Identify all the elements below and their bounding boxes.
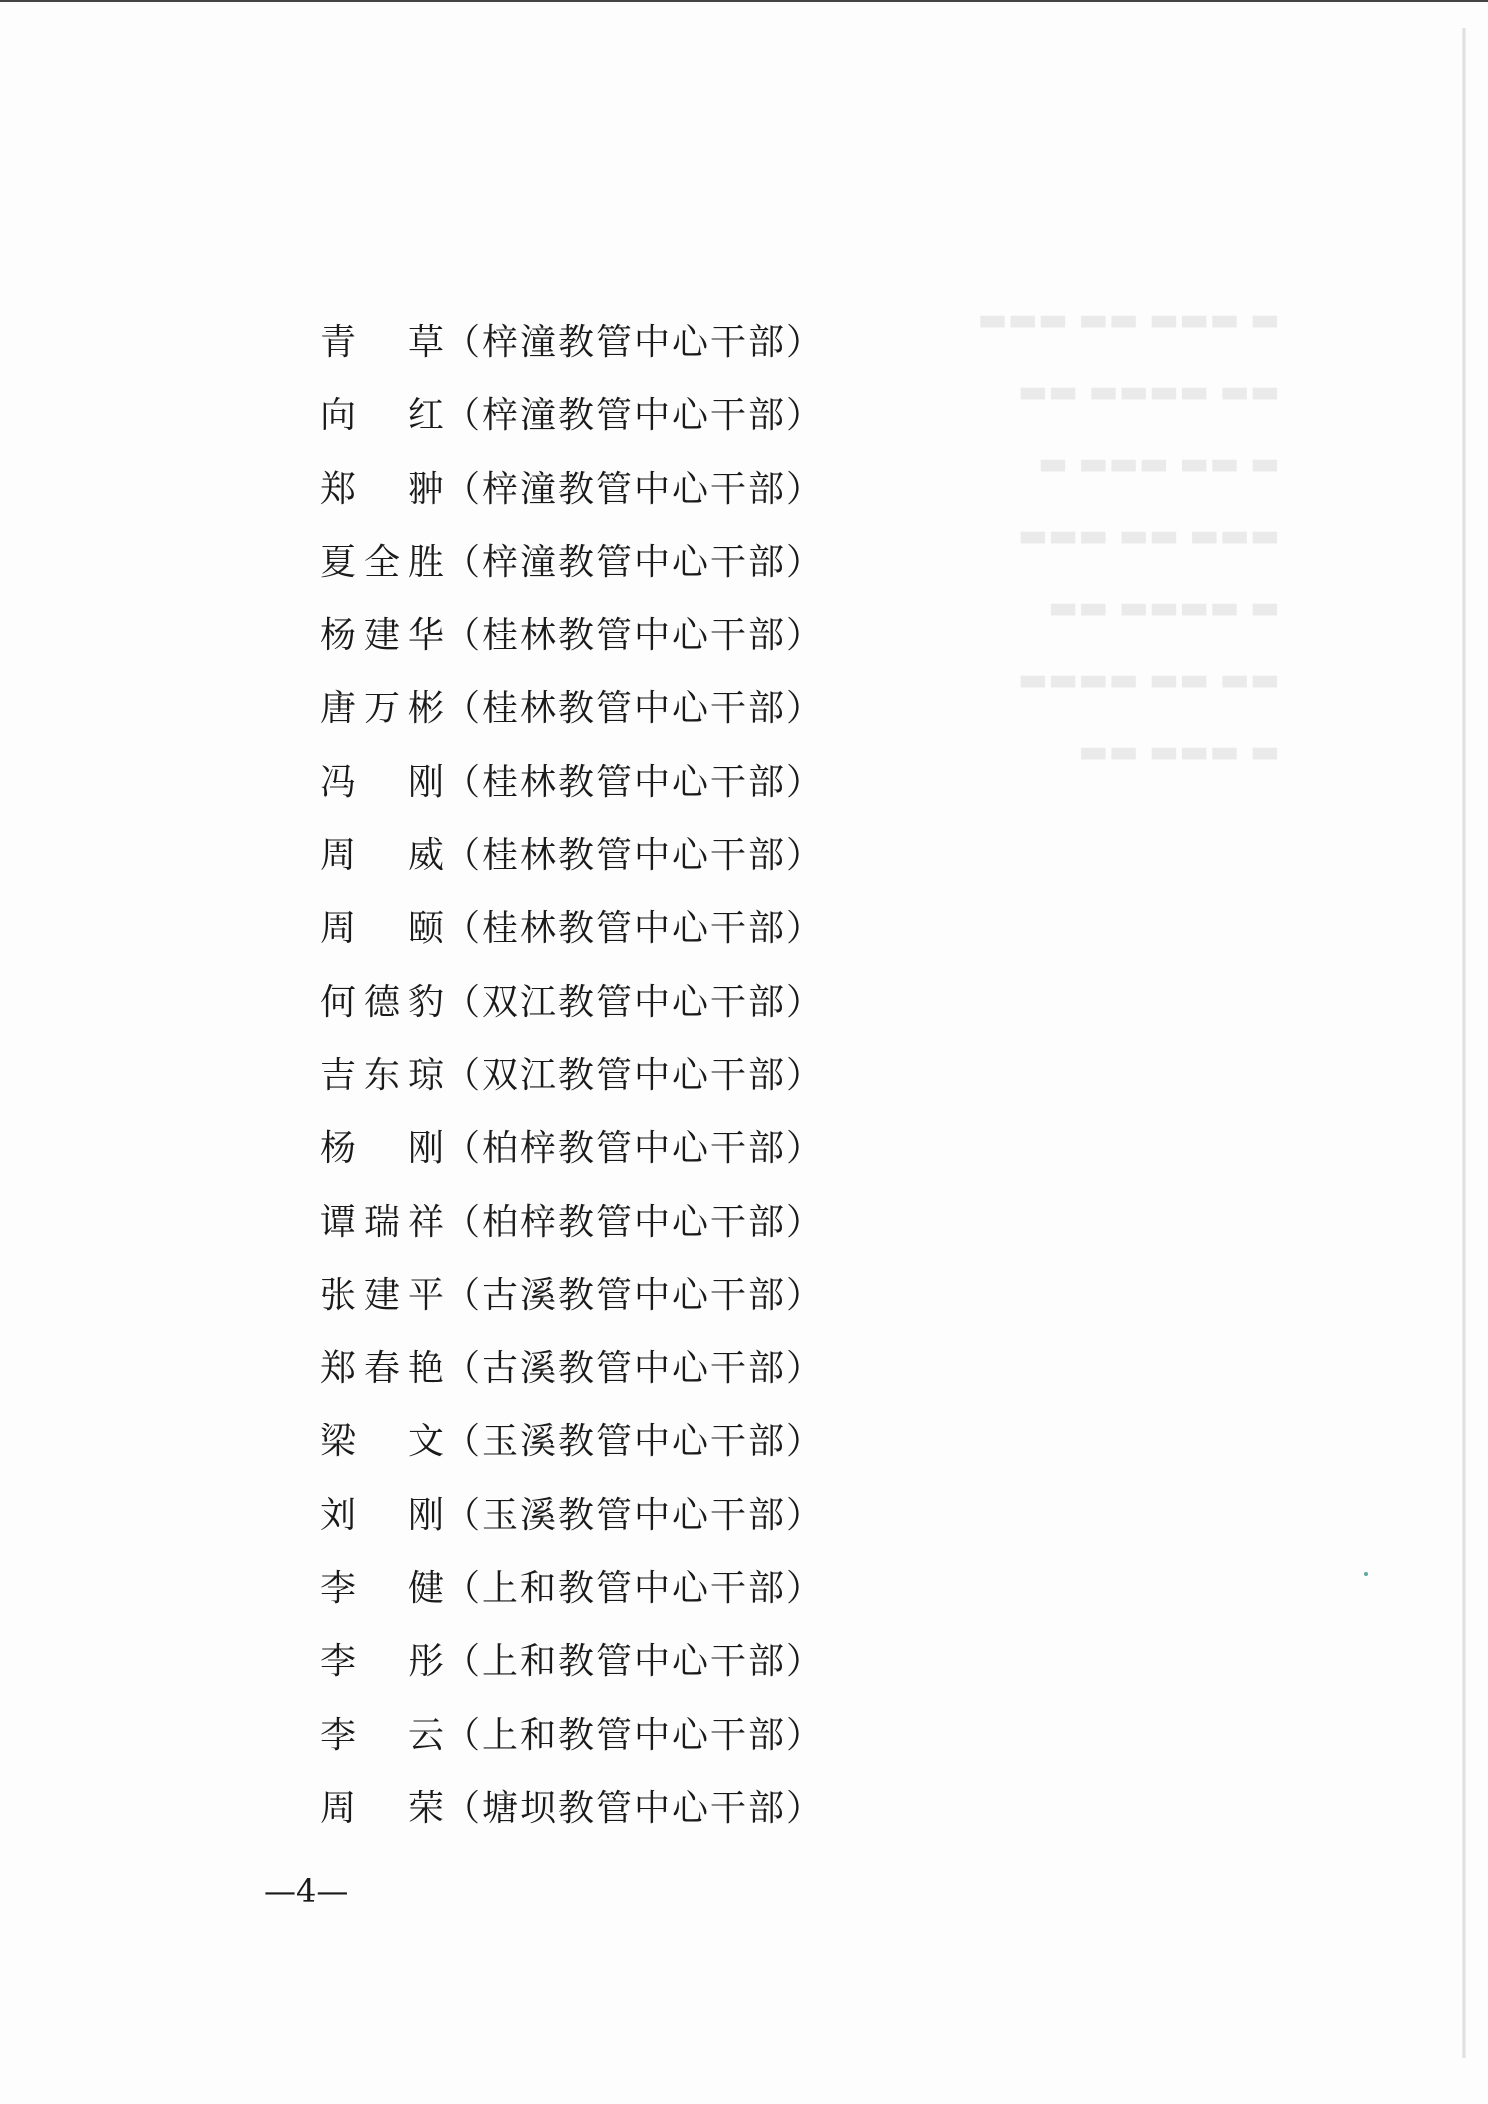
list-item <box>320 1552 824 1625</box>
person-affiliation: （上和教管中心干部） <box>444 1568 825 1610</box>
list-item <box>320 1186 824 1259</box>
person-affiliation: （梓潼教管中心干部） <box>444 541 825 583</box>
person-affiliation: （桂林教管中心干部） <box>444 688 825 730</box>
person-affiliation: （古溪教管中心干部） <box>444 1348 825 1390</box>
person-affiliation: （双江教管中心干部） <box>444 981 825 1023</box>
person-name: 刘 刚 <box>320 1494 444 1536</box>
scan-speck <box>1364 1572 1368 1576</box>
list-item <box>320 746 824 819</box>
list-item <box>320 599 824 672</box>
person-affiliation: （上和教管中心干部） <box>444 1714 825 1756</box>
person-name: 梁 文 <box>320 1421 444 1463</box>
person-affiliation: （梓潼教管中心干部） <box>444 468 825 510</box>
person-affiliation: （塘坝教管中心干部） <box>444 1787 825 1829</box>
scan-right-edge <box>1462 28 1466 2058</box>
person-name: 李 健 <box>320 1568 444 1610</box>
list-item <box>320 1112 824 1185</box>
list-item <box>320 1625 824 1698</box>
person-name: 杨 刚 <box>320 1128 444 1170</box>
bleed-through-line: ▬▬ ▬▬▬▬ ▬▬ <box>1017 372 1280 410</box>
person-name: 唐万彬 <box>320 688 444 730</box>
list-item <box>320 1479 824 1552</box>
person-affiliation: （桂林教管中心干部） <box>444 908 825 950</box>
person-name: 冯 刚 <box>320 761 444 803</box>
person-affiliation: （玉溪教管中心干部） <box>444 1421 825 1463</box>
person-name: 向 红 <box>320 395 444 437</box>
person-name: 周 荣 <box>320 1787 444 1829</box>
bleed-through-line: ▬ ▬▬ ▬▬▬ ▬ <box>1037 444 1280 482</box>
name-list <box>320 306 824 1845</box>
list-item <box>320 966 824 1039</box>
scan-top-edge <box>0 0 1488 2</box>
list-item <box>320 306 824 379</box>
list-item <box>320 1405 824 1478</box>
list-item <box>320 1772 824 1845</box>
person-affiliation: （古溪教管中心干部） <box>444 1274 825 1316</box>
person-name: 吉东琼 <box>320 1054 444 1096</box>
list-item <box>320 1039 824 1112</box>
list-item <box>320 672 824 745</box>
person-name: 青 草 <box>320 322 444 363</box>
list-item <box>320 453 824 526</box>
list-item <box>320 819 824 892</box>
list-item <box>320 1259 824 1332</box>
bleed-through-line: ▬ ▬▬▬ ▬▬ ▬▬▬ <box>977 300 1280 338</box>
person-name: 周 威 <box>320 835 444 877</box>
person-name: 李 彤 <box>320 1641 444 1683</box>
person-name: 张建平 <box>320 1274 444 1316</box>
person-affiliation: （桂林教管中心干部） <box>444 761 825 803</box>
person-name: 李 云 <box>320 1714 444 1756</box>
person-affiliation: （梓潼教管中心干部） <box>444 395 825 437</box>
person-affiliation: （梓潼教管中心干部） <box>444 322 825 363</box>
person-name: 郑春艳 <box>320 1348 444 1390</box>
person-name: 谭瑞祥 <box>320 1201 444 1243</box>
bleed-through-line: ▬▬ ▬▬ ▬▬▬▬ <box>1017 660 1280 698</box>
list-item <box>320 1699 824 1772</box>
page-number: —4— <box>264 1872 349 1910</box>
list-item <box>320 526 824 599</box>
person-affiliation: （桂林教管中心干部） <box>444 615 825 657</box>
bleed-through-line: ▬▬▬ ▬▬ ▬▬▬ <box>1017 516 1280 554</box>
bleed-through-line: ▬ ▬▬▬ ▬▬ <box>1078 732 1280 770</box>
person-affiliation: （桂林教管中心干部） <box>444 835 825 877</box>
list-item <box>320 1332 824 1405</box>
person-name: 周 颐 <box>320 908 444 950</box>
person-affiliation: （玉溪教管中心干部） <box>444 1494 825 1536</box>
bleed-through-line: ▬ ▬▬▬▬ ▬▬ <box>1048 588 1280 626</box>
list-item <box>320 379 824 452</box>
person-name: 杨建华 <box>320 615 444 657</box>
list-item <box>320 892 824 965</box>
person-affiliation: （柏梓教管中心干部） <box>444 1201 825 1243</box>
bleed-through-texture <box>800 300 1280 1800</box>
person-name: 何德豹 <box>320 981 444 1023</box>
person-affiliation: （双江教管中心干部） <box>444 1054 825 1096</box>
person-name: 夏全胜 <box>320 541 444 583</box>
person-affiliation: （上和教管中心干部） <box>444 1641 825 1683</box>
person-name: 郑 翀 <box>320 468 444 510</box>
person-affiliation: （柏梓教管中心干部） <box>444 1128 825 1170</box>
